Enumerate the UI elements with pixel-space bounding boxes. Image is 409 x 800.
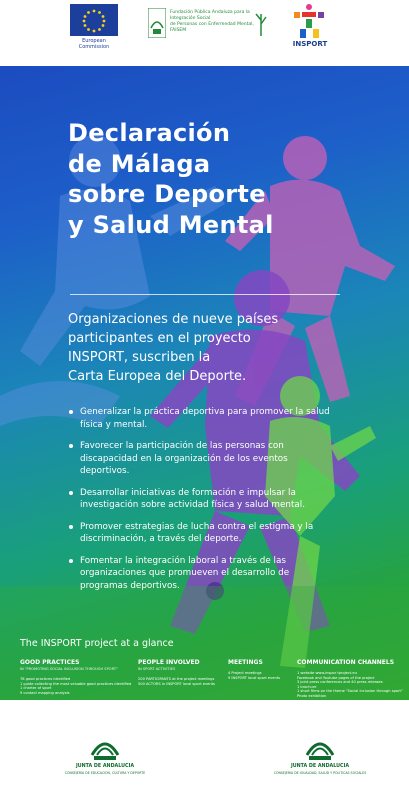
list-item: 1 charter of sport [20,686,52,691]
list-item [68,521,358,546]
commitments-list [68,406,358,601]
insport-wordmark: INSPORT [292,40,328,48]
junta-andalucia-department: CONSEJERIA DE IGUALDAD, SALUD Y POLITICAS SOCIALES [273,771,367,775]
bullet-line: Favorecer la participación de las personas con [80,441,284,451]
bullet-dot-icon [69,444,73,448]
bullet-dot-icon [69,410,73,414]
list-item: 9 INSPORT local sport events [228,675,281,680]
column-subheading: IN "PROMOTING SOCIAL INCLUSION THROUGH SPORT" [20,667,118,671]
list-item: Facebook and Youtube pages of the project [297,675,375,680]
logo-bar [0,0,409,66]
column-heading: PEOPLE INVOLVED [138,659,200,666]
bullet-line: programas deportivos. [80,580,180,591]
glance-column-communication-channels [297,659,405,699]
bullet-dot-icon [69,559,73,563]
subtitle-line: participantes en el proyecto [68,331,251,346]
list-item: 1 short films on the theme "Social inclusion through sport" [297,689,403,694]
column-heading: COMMUNICATION CHANNELS [297,659,395,666]
list-item [68,440,358,478]
column-heading: MEETINGS [228,659,263,666]
junta-andalucia-emblem-icon [303,735,337,763]
subtitle-line: INSPORT, suscriben la [68,350,211,365]
subtitle-line: Organizaciones de nueve países [68,312,279,327]
tree-icon [254,8,268,38]
poster-title [68,118,368,240]
title-line: Declaración [68,119,231,147]
bullet-line: investigación sobre actividad física y salud mental. [80,500,306,510]
bullet-line: deportivos. [80,466,130,476]
column-items [20,677,132,695]
eu-label-line: European [82,38,106,44]
bullet-line: Desarrollar iniciativas de formación e impulsar la [80,487,296,498]
eu-label [58,38,130,50]
junta-andalucia-department: CONSEJERIA DE EDUCACION, CULTURA Y DEPORTE [64,771,146,775]
title-line: de Málaga [68,149,211,178]
glance-column-meetings [228,659,288,680]
insport-logo [286,2,332,64]
title-line: sobre Deporte [68,180,266,208]
list-item [68,555,358,593]
faisem-label-line: Fundación Pública Andaluza para la Integración Social [170,10,250,21]
andalusia-emblem-icon [148,8,166,38]
title-divider [70,294,340,295]
glance-column-good-practices [20,659,132,695]
title-line: y Salud Mental [68,210,274,239]
eu-label-line: Commission [78,44,110,50]
list-item: 4 Project meetings [228,671,262,675]
list-item: 9 contact mapping analysis [20,690,70,695]
junta-andalucia-emblem-icon [88,735,122,763]
bullet-dot-icon [69,491,73,495]
list-item: Photo exhibition [297,693,327,698]
main-panel [0,66,409,700]
list-item [68,487,358,512]
european-commission-logo [58,4,130,54]
list-item: 1 brochure [297,684,317,689]
bullet-line: Fomentar la integración laboral a través de las [80,555,286,566]
junta-andalucia-education-logo [50,735,160,785]
footer-logo-bar [0,700,409,800]
column-heading: GOOD PRACTICES [20,659,80,666]
bullet-line: Promover estrategias de lucha contra el estigma y la [80,521,314,532]
column-items [138,677,228,686]
list-item: 1 website www.inspor tproject.eu [297,671,357,675]
insport-figure-icon [286,2,332,40]
eu-flag-icon [70,4,118,36]
list-item: 500 ACTORS in INSPORT local sport events [138,681,215,686]
subtitle-line: Carta Europea del Deporte. [68,369,247,384]
glance-column-people-involved [138,659,228,686]
bullet-line: discapacidad en la organización de los eventos [80,453,288,464]
list-item: 78 good practices identified [20,677,71,681]
bullet-line: física y mental. [80,419,148,430]
list-item: 200 PARTICIPANTS at the project meetings [138,677,215,681]
bullet-line: discriminación, a través del deporte. [80,534,242,544]
list-item: 3 joint press conferences and 40 press releases [297,680,383,685]
list-item [68,406,358,431]
poster-subtitle [68,310,368,386]
bullet-dot-icon [69,525,73,529]
column-items [228,671,288,680]
column-items [297,671,405,699]
junta-andalucia-name: JUNTA DE ANDALUCIA [290,764,350,769]
junta-andalucia-name: JUNTA DE ANDALUCIA [75,764,135,769]
bullet-line: organizaciones que promueven el desarrollo de [80,568,290,578]
junta-andalucia-health-logo [265,735,375,785]
column-subheading: IN SPORT ACTIVITIES [138,667,176,671]
bullet-line: Generalizar la práctica deportiva para promover la salud [80,407,330,417]
list-item: 1 guide collecting the most valuable good practices identified [20,681,132,686]
faisem-label-line: de Personas con Enfermedad Mental, FAISEM [170,22,254,33]
faisem-logo [148,6,268,42]
glance-title: The INSPORT project at a glance [20,638,174,649]
